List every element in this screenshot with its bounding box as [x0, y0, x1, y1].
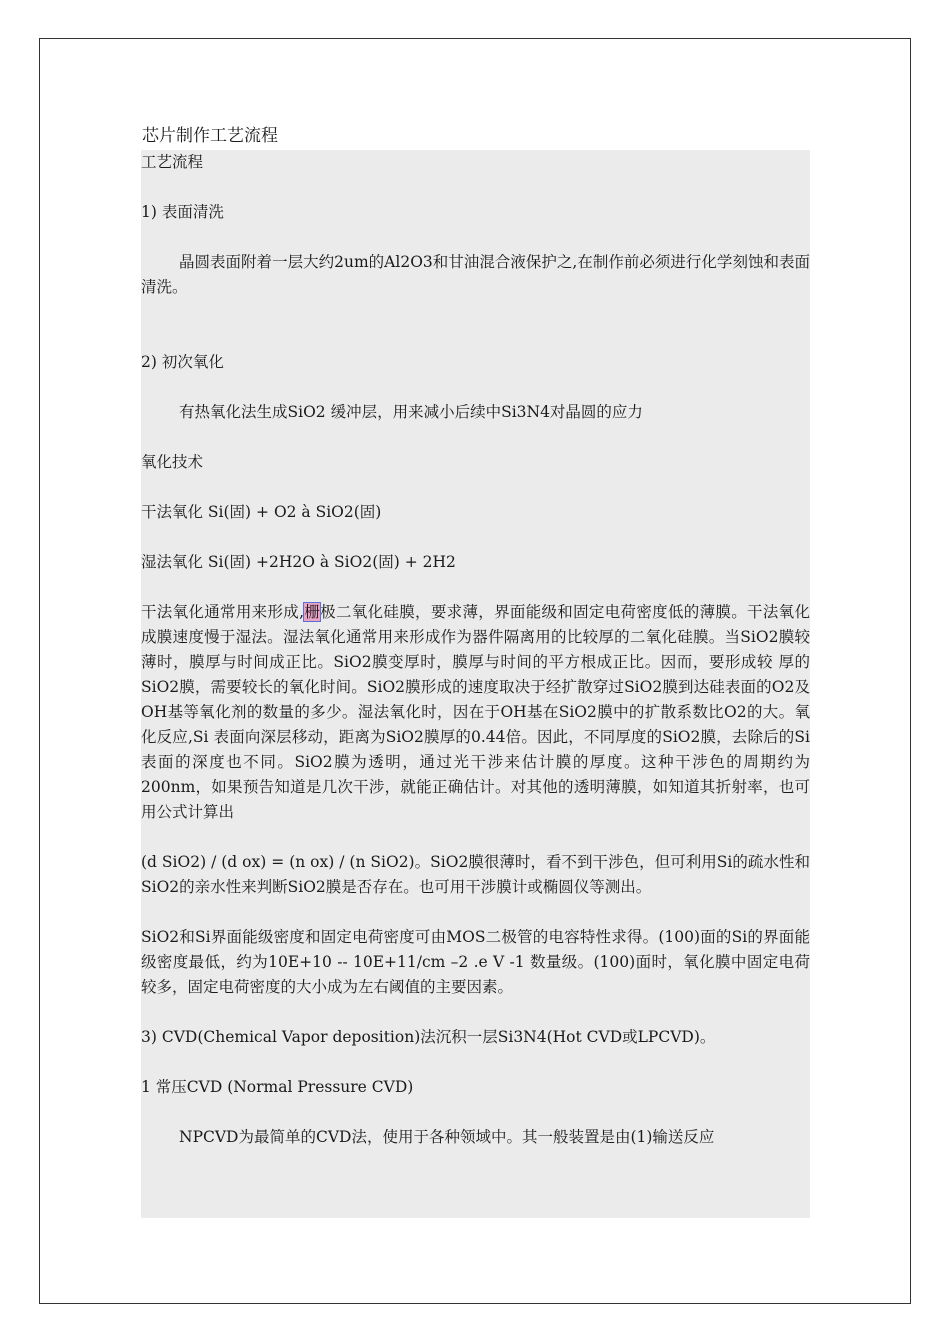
subheading-npcvd: 1 常压CVD (Normal Pressure CVD) — [141, 1078, 414, 1096]
section-title: 工艺流程 — [141, 153, 204, 171]
oxidation-tech-label: 氧化技术 — [141, 453, 204, 471]
wet-oxidation-equation: 湿法氧化 Si(固) +2H2O à SiO2(固) + 2H2 — [141, 553, 456, 571]
highlighted-text: 栅 — [304, 603, 321, 621]
paragraph-oxidation-detail — [141, 600, 810, 825]
paragraph-surface-cleaning: 晶圆表面附着一层大约2um的Al2O3和甘油混合液保护之,在制作前必须进行化学刻蚀和表面清洗。 — [141, 253, 810, 296]
heading-cvd: 3) CVD(Chemical Vapor deposition)法沉积一层Si3N4(Hot CVD或LPCVD)。 — [141, 1028, 716, 1046]
paragraph-initial-oxidation: 有热氧化法生成SiO2 缓冲层，用来减小后续中Si3N4对晶圆的应力 — [179, 403, 643, 421]
heading-initial-oxidation: 2) 初次氧化 — [141, 353, 224, 371]
para-text-start: 干法氧化通常用来形成, — [141, 603, 305, 621]
document-title: 芯片制作工艺流程 — [142, 126, 278, 146]
document-body — [141, 150, 810, 1150]
paragraph-npcvd: NPCVD为最简单的CVD法，使用于各种领域中。其一般装置是由(1)输送反应 — [179, 1128, 715, 1146]
paragraph-interface-density: SiO2和Si界面能级密度和固定电荷密度可由MOS二极管的电容特性求得。(100)面的Si的界面能级密度最低，约为10E+10 -- 10E+11/cm –2 .e V -1 数量级。(100)面时，氧化膜中固定电荷较多，固定电荷密度的大小成为左右阈值的主要因素。 — [141, 928, 810, 996]
para-text-rest: 极二氧化硅膜，要求薄，界面能级和固定电荷密度低的薄膜。干法氧化成膜速度慢于湿法。湿法氧化通常用来形成作为器件隔离用的比较厚的二氧化硅膜。当SiO2膜较薄时，膜厚与时间成正比。SiO2膜变厚时，膜厚与时间的平方根成正比。因而，要形成较 厚的SiO2膜，需要较长的氧化时间。SiO2膜形成的速度取决于经扩散穿过SiO2膜到达硅表面的O2及OH基等氧化剂的数量的多少。湿法氧化时，因在于OH基在SiO2膜中的扩散系数比O2的大。氧化反应,Si 表面向深层移动，距离为SiO2膜厚的0.44倍。因此，不同厚度的SiO2膜，去除后的Si表面的深度也不同。SiO2膜为透明，通过光干涉来估计膜的厚度。这种干涉色的周期约为200nm，如果预告知道是几次干涉，就能正确估计。对其他的透明薄膜，如知道其折射率，也可用公式计算出 — [141, 603, 810, 821]
dry-oxidation-equation: 干法氧化 Si(固) + O2 à SiO2(固) — [141, 503, 382, 521]
paragraph-thickness-formula: (d SiO2) / (d ox) = (n ox) / (n SiO2)。SiO2膜很薄时，看不到干涉色，但可利用Si的疏水性和SiO2的亲水性来判断SiO2膜是否存在。也可用干涉膜计或椭圆仪等测出。 — [141, 853, 810, 896]
heading-surface-cleaning: 1) 表面清洗 — [141, 203, 224, 221]
